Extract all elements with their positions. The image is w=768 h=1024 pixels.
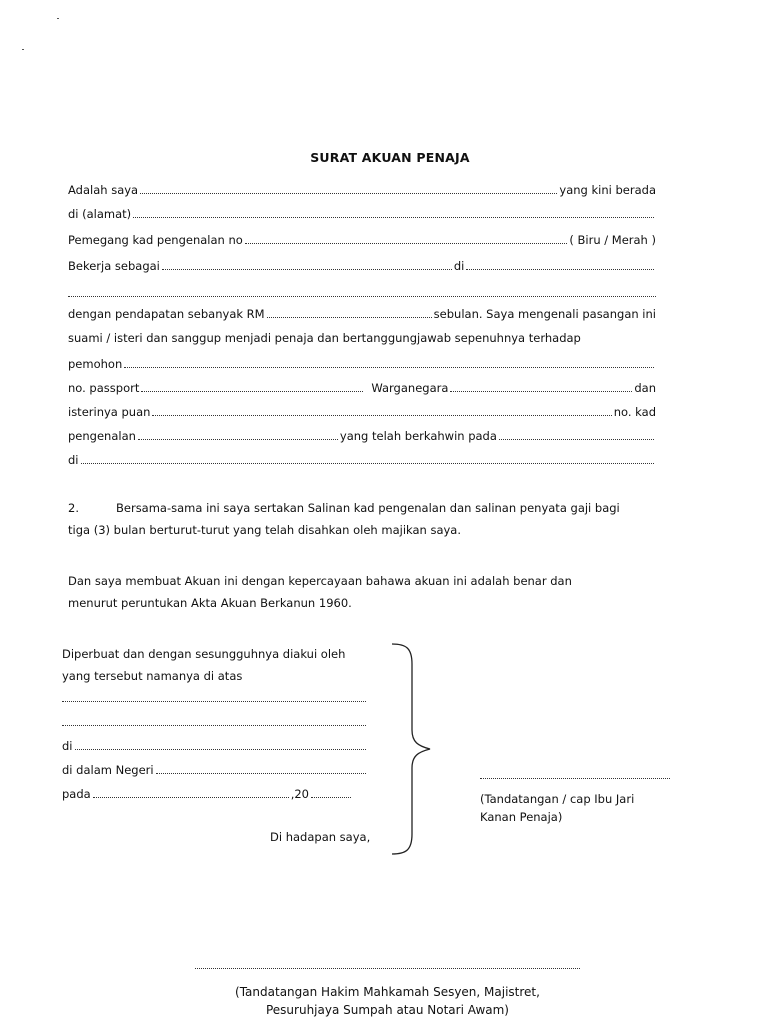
form-line-address (68, 206, 656, 222)
paragraph-3 (68, 570, 658, 614)
label-berkahwin-pada: yang telah berkahwin pada (339, 429, 497, 443)
judge-signature-label-2: Pesuruhjaya Sumpah atau Notari Awam) (265, 1003, 509, 1017)
label-pada: pada (62, 787, 91, 801)
form-line-name (68, 182, 656, 198)
paragraph-2-line-1: Bersama-sama ini saya sertakan Salinan kad pengenalan dan salinan penyata gaji bagi (116, 501, 620, 515)
fill-field-occupation[interactable] (162, 269, 452, 270)
fill-field-state[interactable] (156, 773, 366, 774)
paragraph-2-line-2: tiga (3) bulan berturut-turut yang telah disahkan oleh majikan saya. (68, 523, 462, 537)
form-line-statement (68, 330, 656, 346)
label-alamat: di (alamat) (68, 207, 132, 221)
label-year-prefix: ,20 (290, 787, 309, 801)
form-line-income (68, 306, 656, 322)
fill-field-passport[interactable] (141, 391, 363, 392)
label-kad-pengenalan: Pemegang kad pengenalan no (68, 233, 243, 247)
label-di-dalam-negeri: di dalam Negeri (62, 763, 154, 777)
label-no-kad: no. kad (613, 405, 656, 419)
judge-signature-line[interactable] (195, 962, 580, 969)
scan-speck (22, 49, 24, 50)
fill-field-date[interactable] (93, 797, 289, 798)
declaration-blank-2 (62, 714, 368, 730)
fill-field-applicant[interactable] (124, 367, 654, 368)
before-me-label: Di hadapan saya, (270, 830, 371, 844)
fill-field-wife-name[interactable] (152, 415, 611, 416)
label-pengenalan: pengenalan (68, 429, 136, 443)
declaration-date (62, 786, 368, 802)
fill-field-declarant-2[interactable] (62, 725, 366, 726)
declaration-blank-1 (62, 690, 368, 706)
curly-brace (390, 642, 434, 856)
fill-field-year[interactable] (311, 797, 351, 798)
paragraph-3-line-2: menurut peruntukan Akta Akuan Berkanun 1960. (68, 596, 352, 610)
paragraph-3-line-1: Dan saya membuat Akuan ini dengan kepercayaan bahawa akuan ini adalah benar dan (68, 574, 572, 588)
scan-speck (57, 18, 59, 19)
label-pendapatan: dengan pendapatan sebanyak RM (68, 307, 265, 321)
form-line-occupation (68, 258, 656, 274)
form-line-passport (68, 380, 656, 396)
label-pemohon: pemohon (68, 357, 123, 371)
text-suami-isteri: suami / isteri dan sanggup menjadi penaja dan bertanggungjawab sepenuhnya terhadap (68, 331, 581, 345)
form-line-ic (68, 232, 656, 248)
sponsor-signature-label (480, 790, 634, 826)
declaration-line-2: yang tersebut namanya di atas (62, 669, 243, 683)
fill-field-wife-ic[interactable] (138, 439, 338, 440)
label-di-declaration: di (62, 739, 73, 753)
document-title: SURAT AKUAN PENAJA (310, 150, 470, 165)
fill-field-ic-number[interactable] (245, 243, 568, 244)
declaration-place (62, 738, 368, 754)
label-no-passport: no. passport (68, 381, 140, 395)
label-bekerja-sebagai: Bekerja sebagai (68, 259, 160, 273)
label-di-workplace: di (453, 259, 465, 273)
fill-field-marriage-place[interactable] (81, 463, 655, 464)
fill-field-workplace[interactable] (466, 269, 654, 270)
label-dan: dan (634, 381, 656, 395)
fill-field-workplace-cont[interactable] (68, 282, 656, 297)
paragraph-2 (68, 497, 658, 541)
label-di-marriage: di (68, 453, 79, 467)
label-isterinya-puan: isterinya puan (68, 405, 151, 419)
declaration-line-1: Diperbuat dan dengan sesungguhnya diakui oleh (62, 647, 346, 661)
fill-field-address[interactable] (133, 217, 654, 218)
form-line-wife (68, 404, 656, 420)
fill-field-declarant-1[interactable] (62, 701, 366, 702)
judge-signature-label-1: (Tandatangan Hakim Mahkamah Sesyen, Majistret, (235, 985, 540, 999)
fill-field-marriage-date[interactable] (499, 439, 654, 440)
judge-signature-label (195, 983, 580, 1019)
label-sebulan: sebulan. Saya mengenali pasangan ini (433, 307, 656, 321)
paragraph-number: 2. (68, 501, 79, 515)
declaration-state (62, 762, 368, 778)
label-biru-merah: ( Biru / Merah ) (569, 233, 656, 247)
label-warganegara: Warganegara (371, 381, 449, 395)
sponsor-signature-label-2: Kanan Penaja) (480, 810, 563, 824)
form-line-wife-ic (68, 428, 656, 444)
fill-field-name[interactable] (140, 193, 557, 194)
fill-field-income[interactable] (267, 317, 432, 318)
sponsor-signature-line[interactable] (480, 772, 670, 779)
label-adalah-saya: Adalah saya (68, 183, 139, 197)
form-line-marriage-place (68, 452, 656, 468)
label-yang-kini-berada: yang kini berada (559, 183, 656, 197)
sponsor-signature-label-1: (Tandatangan / cap Ibu Jari (480, 792, 635, 806)
form-line-applicant (68, 356, 656, 372)
fill-field-nationality[interactable] (450, 391, 632, 392)
fill-field-declaration-place[interactable] (75, 749, 367, 750)
